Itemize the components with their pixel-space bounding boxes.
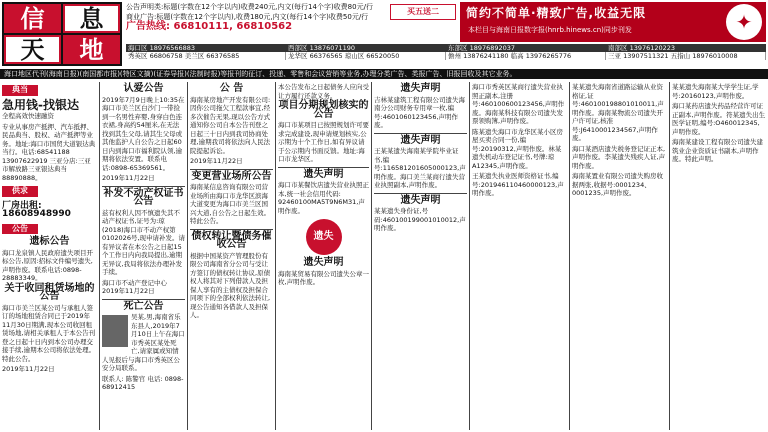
pricing-line-2: 商业广告:标题(字数在12个字以内),收费180元,内文(每行14个字)收费50元/行 — [126, 13, 369, 21]
slogan-text: 简约不简单·精致广告,收益无限 — [466, 6, 647, 20]
death-notice-title: 死亡公告 — [123, 300, 164, 312]
section-tag-notice: 公告 — [2, 224, 38, 235]
lost-statement-text-1: 海口市某餐饮店遗失营业执照正本,统一社会信用代码: 92460100MA5T9N6M31,声明作废。 — [278, 181, 369, 215]
deceased-photo — [102, 315, 128, 347]
planning-notice-title: 项目分期规划核实的公告 — [278, 100, 369, 120]
office-north: 南部区 13976120223 — [608, 44, 676, 52]
column-3 — [188, 82, 276, 430]
classified-7-3: 海南某置业有限公司遗失购房收据两张,收据号:0001234、0001235,声明作废。 — [572, 172, 663, 197]
logo-char-1: 信 — [4, 4, 61, 33]
lost-bid-text: 海口龙泉镇人民政府遗失项目开标公告,原因:招标文件编号遗失,声明作废。联系电话:0898-28883349。 — [2, 248, 93, 282]
lost-statement-title-5: 遗失声明 — [400, 194, 441, 206]
promo-badge: 买五送二 — [390, 4, 456, 20]
column-8 — [670, 82, 768, 430]
lost-statement-text-5: 某某遗失身份证,号码:460100199001010012,声明作废。 — [374, 207, 466, 232]
pawn-subtitle: 全程高效快速融资 — [2, 112, 54, 120]
column-1 — [0, 82, 100, 430]
bird-icon: ✦ — [726, 4, 762, 40]
notice-title: 公 告 — [219, 83, 244, 94]
column-6 — [470, 82, 570, 430]
office-south: 东部区 18976892037 — [448, 44, 516, 52]
death-notice-text: 吴某,男,海南省乐东县人,2019年7月10日上午在海口市秀英区某处死亡,请家属或知情人见报后与海口市秀英区公安分局联系。 — [102, 313, 185, 372]
classified-8-2: 海口某药店遗失药品经营许可证正副本,声明作废。符某遗失出生医学证明,编号:O460012345,声明作废。 — [672, 102, 766, 136]
masthead-logo — [2, 2, 122, 66]
office-west: 西部区 13876071190 — [288, 44, 356, 52]
classified-6-2: 陈某遗失海口市龙华区某小区房屋买卖合同一份,编号:20190312,声明作废。林某遗失机动车登记证书,号牌:琼A12345,声明作废。 — [472, 127, 563, 170]
adoption-notice-date: 2019年11月22日 — [102, 174, 155, 182]
lost-statement-title-2: 遗失声明 — [303, 257, 344, 268]
logo-char-4: 地 — [63, 35, 120, 64]
debt-continued-text: 本公告发布之日起债务人应向受让方履行还款义务。 — [278, 83, 369, 100]
lease-recovery-title: 关于收回租赁场地的公告 — [4, 282, 95, 302]
sync-note: 本栏目与海南日报数字报(hnrb.hinews.cn)同步刊发 — [468, 26, 632, 34]
ad-hotline: 广告热线: 66810111, 66810562 — [126, 21, 293, 32]
notice-text: 海南某房地产开发有限公司:因你公司拖欠工程款事宜,经多次催告无果,现以公告方式通知你公司自本公告刊登之日起三十日内到我司协商处理,逾期我司将依法向人民法院提起诉讼。 — [190, 95, 271, 155]
property-cert-text: 兹有权利人因不慎遗失其不动产权证书,证号为:琼(2018)海口市不动产权第0102026号,现申请补发。请有异议者在本公告之日起15个工作日内向我局提出,逾期无异议,我局将依法办理补发手续。 — [102, 208, 186, 276]
classified-6-3: 王某遗失执业医师资格证书,编号:201946110460000123,声明作废。 — [472, 172, 564, 197]
venue-change-text: 海南某信息咨询有限公司营业场所由海口市龙华区滨海大道变更为海口市美兰区国兴大道,自公告之日起生效。特此公告。 — [190, 183, 271, 225]
death-notice-contact: 联系人: 陈警官 电话: 0898-68912415 — [102, 374, 184, 391]
lost-statement-text-2: 海南某贸易有限公司遗失公章一枚,声明作废。 — [278, 269, 369, 286]
lost-statement-text-3: 吉林某建筑工程有限公司遗失海南分公司财务专用章一枚,编号:4601060123456,声明作废。 — [374, 95, 465, 129]
property-cert-date: 海口市不动产登记中心 2019年11月22日 — [102, 278, 167, 295]
office-row-1: 秀英区 66806758 美兰区 66376585 — [126, 52, 286, 60]
adoption-notice-text: 2019年7月9日晚上10:35在海口市美兰区白沙门一带捡到一名男性弃婴,身穿白色连衣裙,身高约54厘米,在无法找到其生父母,请其生父母或其他监护人自公告之日起60日内到海口市福利院认领,逾期将依法安置。联系电话:0898-65369561。 — [102, 95, 185, 172]
lost-statement-title-3: 遗失声明 — [400, 83, 441, 94]
office-row-2: 龙华区 66376565 琼山区 66520050 — [286, 52, 446, 60]
column-2 — [100, 82, 188, 430]
pawn-title: 急用钱-找银达 — [2, 97, 79, 112]
property-cert-title: 补发不动产权证书公告 — [103, 187, 184, 207]
business-bar: 海口地区代刊(海南日报)(南国都市报)(特区文摘)(证券导报)(法制时报)等报刊的征订、投递、零售和会议营销等业务,办理分类广告、类报广告、旧报回收及其它业务。 — [0, 69, 768, 79]
pricing-line-1: 公告声明类:标题(字数在12个字以内)收费240元,内文(每行14个字)收费80元/行 — [126, 3, 373, 11]
debt-transfer-text: 根据中国某资产管理股份有限公司海南省分公司与受让方签订的债权转让协议,原债权人将其对下列借款人及担保人享有的主债权及担保合同项下的全部权利依法转让,现公告通知各借款人及担保人。 — [190, 251, 271, 319]
notice-date: 2019年11月22日 — [190, 157, 243, 165]
office-row-3: 儋州 13876241180 临高 13976265776 — [446, 52, 606, 60]
lost-statement-title-1: 遗失声明 — [303, 168, 344, 180]
lost-statement-text-4: 王某某遗失海南某学院毕业证书,编号:116581201605000123,声明作废。海口美兰某商行遗失营业执照副本,声明作废。 — [374, 147, 466, 189]
lost-statement-title-4: 遗失声明 — [400, 134, 441, 146]
classified-8-1: 某某遗失海南某大学学生证,学号:20160123,声明作废。 — [672, 83, 759, 100]
classified-6-1: 海口市秀英区某商行遗失营业执照正副本,注册号:460100600123456,声明作废。海南某科技有限公司遗失发票领购簿,声明作废。 — [472, 83, 565, 125]
lost-badge-icon: 遗失 — [306, 219, 342, 255]
factory-rent-phone: 厂房出租: 18608948990 — [2, 200, 71, 219]
office-directory — [126, 44, 766, 68]
classified-8-3: 海南某建设工程有限公司遗失建筑业企业资质证书副本,声明作废。特此声明。 — [672, 138, 763, 163]
section-tag-supply: 供求 — [2, 186, 38, 197]
adoption-notice-title: 认爱公告 — [123, 83, 164, 94]
logo-char-2: 息 — [63, 4, 120, 33]
office-row-4: 三亚 13907511321 五指山 18976010008 — [606, 52, 766, 60]
slogan-banner — [460, 2, 766, 42]
debt-transfer-title: 债权转让暨债务催收公告 — [191, 230, 272, 250]
lease-recovery-text: 海口市美兰区某公司与承租人签订的场地租赁合同已于2019年11月30日期满,现本公司收回租赁场地,请相关承租人于本公告刊登之日起十日内到本公司办理交接手续,逾期本公司将依法处理。特此公告。 — [2, 303, 96, 363]
venue-change-title: 变更营业场所公告 — [191, 170, 272, 182]
classified-7-1: 某某遗失海南省道路运输从业资格证,证号:460100198801010011,声明作废。海南某物流公司遗失开户许可证,核准号:J6410001234567,声明作废。 — [572, 83, 664, 142]
logo-char-3: 天 — [4, 35, 61, 64]
lost-bid-title: 遗标公告 — [29, 236, 70, 247]
column-7 — [570, 82, 670, 430]
column-5 — [372, 82, 470, 430]
column-4 — [276, 82, 372, 430]
pawn-text: 专业从事房产抵押、汽车抵押、民品典当、股权、动产抵押等业务。地址:海口市国贸大道银达典当行。电话:68541188 13907622919 三亚分店:三亚市解放路三亚银达典当 88890888。 — [2, 122, 96, 182]
classified-7-2: 海口某酒店遗失税务登记证正本,声明作废。李某遗失残疾人证,声明作废。 — [572, 144, 666, 170]
planning-notice-text: 海口市某项目已按照规划许可要求完成建设,现申请规划核实,公示期为十个工作日,如有异议请于公示期内书面反馈。地址:海口市龙华区。 — [278, 121, 369, 163]
section-tag-pawn: 典当 — [2, 85, 38, 96]
lease-recovery-date: 2019年11月22日 — [2, 365, 55, 373]
office-east: 海口区 18976566883 — [128, 44, 196, 52]
